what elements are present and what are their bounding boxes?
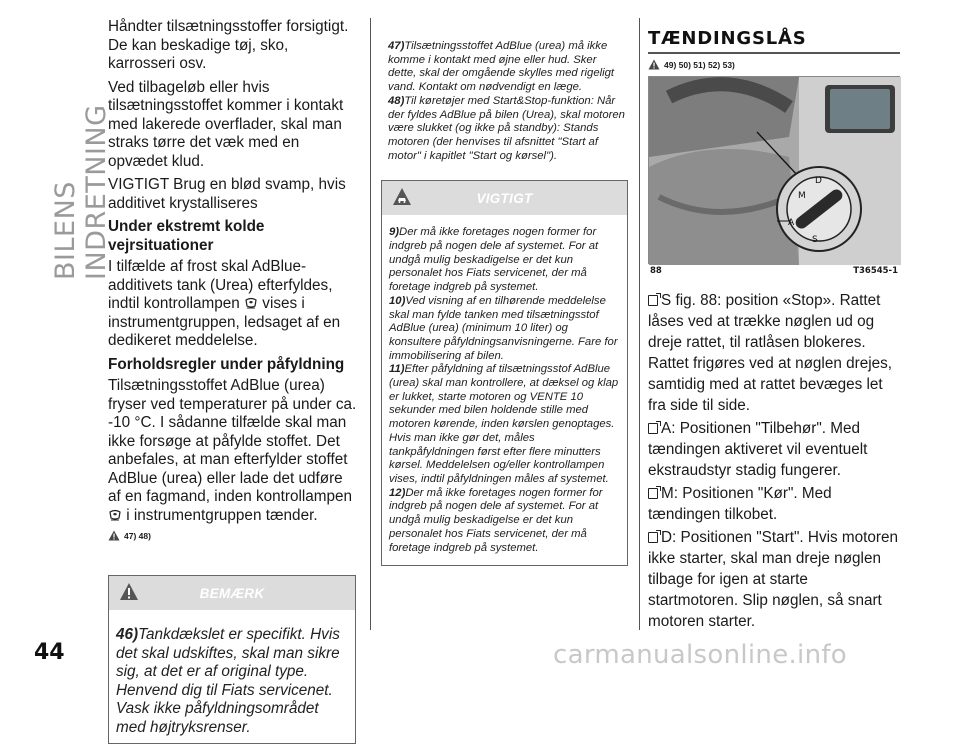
- note-text: Tilsætningsstoffet AdBlue (urea) må ikke komme i kontakt med øjne eller hud. Sker dette, skal der omgående skylles med rigeligt vand. Kontakt om nødvendigt en læge.: [388, 40, 615, 94]
- list-item-text: S fig. 88: position «Stop». Rattet låses ved at trække nøglen ud og dreje rattet, til ratlåsen blokeres. Rattet frigøres ved at nøglen drejes, samtidig med at rattet bevæges let fra side til side.: [648, 292, 893, 414]
- car-warning-icon: [392, 187, 412, 207]
- adblue-warning-lamp-icon: [244, 296, 258, 309]
- warning-triangle-icon: [108, 530, 120, 541]
- important-header: [382, 181, 627, 215]
- key-label-a: A: [788, 218, 795, 228]
- bullet-icon: [648, 295, 658, 306]
- reference-numbers: 47) 48): [124, 530, 151, 541]
- note-text: Til køretøjer med Start&Stop-funktion: Når der fyldes AdBlue på bilen (Urea), skal motoren være slukket (og ikke på standby): Stands motoren (der henvises til afsnittet "Start af motor" i kapitlet "Start og kørsel").: [388, 94, 625, 162]
- note-text: Der må ikke foretages nogen former for indgreb på nogen dele af systemet. For at undgå mulig beskadigelse er det kun personalet hos Fiats servicenet, der må foretage indgreb på systemet.: [389, 226, 599, 294]
- paragraph-text: i instrumentgruppen tænder.: [126, 506, 318, 524]
- paragraph: Ved tilbageløb eller hvis tilsætningsstoffet kommer i kontakt med lakerede overflader, skal man straks tørre det væk med en opvædet klud.: [108, 78, 344, 170]
- subheading: Under ekstremt kolde vejrsituationer: [108, 218, 265, 254]
- warning-triangle-icon: [648, 59, 660, 70]
- key-label-m: M: [798, 191, 806, 201]
- note-text: Tankdækslet er specifikt. Hvis det skal udskiftes, skal man sikre sig, at det er af original type. Henvend dig til Fiats servicenet. Vask ikke påfyldningsområdet med højtryksrenser.: [116, 626, 340, 736]
- important-title: VIGTIGT: [476, 190, 533, 206]
- column-divider-2: [639, 18, 640, 630]
- note-header: [109, 576, 355, 610]
- list-item-text: A: Positionen "Tilbehør". Med tændingen aktiveret vil eventuelt ekstraudstyr stadig fungerer.: [648, 420, 868, 479]
- paragraph: VIGTIGT Brug en blød svamp, hvis additivet krystalliseres: [108, 176, 346, 212]
- paragraph: [108, 377, 358, 525]
- notes-continued: [381, 40, 628, 163]
- note-number: 48): [388, 94, 405, 107]
- paragraph-text: Tilsætningsstoffet AdBlue (urea) fryser ved temperaturer på under ca. -10 °C. I sådanne tilfælde skal man ikke forsøge at påfylde stoffet. Det anbefales, at man efterfylder stoffet AdBlue (urea) eller lade det udføre af en fagmand, inden kontrollampen: [108, 377, 357, 505]
- note-item: [389, 363, 620, 486]
- note-number: 12): [389, 486, 406, 499]
- paragraph-text: vises i instrumentgruppen, ledsaget af en dedikeret meddelelse.: [108, 295, 341, 349]
- important-box: [381, 180, 628, 566]
- list-item-text: M: Positionen "Kør". Med tændingen tilkobet.: [648, 485, 832, 523]
- note-item: [389, 226, 620, 295]
- list-item: [648, 418, 900, 481]
- note-item: [388, 40, 626, 95]
- column-divider-1: [370, 18, 371, 630]
- paragraph-text: I tilfælde af frost skal AdBlue-additivets tank (Urea) efterfyldes, indtil kontrollampen: [108, 258, 333, 312]
- note-number: 47): [388, 40, 405, 52]
- reference-line: [648, 59, 900, 70]
- important-body: [382, 215, 627, 565]
- bullet-icon: [648, 532, 658, 543]
- warning-triangle-icon: [119, 582, 139, 602]
- reference-line: [108, 530, 358, 541]
- bullet-icon: [648, 488, 658, 499]
- note-body: [109, 610, 355, 743]
- column-1: [108, 18, 358, 744]
- chapter-side-label: BILENS INDRETNING: [50, 104, 112, 280]
- note-number: 46): [116, 626, 139, 643]
- list-item: [648, 290, 900, 416]
- figure-caption: [648, 264, 900, 276]
- note-number: 11): [389, 363, 405, 376]
- list-item: [648, 483, 900, 525]
- paragraph: [108, 258, 358, 351]
- note-text: Ved visning af en tilhørende meddelelse skal man fylde tanken med tilsætningsstof AdBlue (urea) (minimum 10 liter) og konsultere påfyldningsanvisningerne. Fare for immobilisering af bilen.: [389, 294, 618, 362]
- section-title: TÆNDINGSLÅS: [648, 28, 900, 54]
- note-text: Efter påfyldning af tilsætningsstof AdBlue (urea) skal man kontrollere, at dæksel og klap er lukket, starte motoren og VENTE 10 sekunder med bilen holdende stille med motoren kørende, inden kørslen genoptages. Hvis man ikke gør det, måles tankpåfyldningen først efter flere minutters kørsel. Meddelelsen og/eller kontrollampen vises, indtil påfyldningen måles af systemet.: [389, 363, 619, 485]
- ignition-positions: [648, 290, 900, 632]
- note-item: [116, 626, 348, 737]
- key-label-d: D: [815, 176, 822, 186]
- page-number: 44: [34, 640, 65, 665]
- note-item: [388, 95, 626, 164]
- bullet-icon: [648, 423, 658, 434]
- note-text: Der må ikke foretages nogen former for indgreb på nogen dele af systemet. For at undgå mulig beskadigelse er det kun personalet hos Fiats servicenet, der må foretage indgreb på systemet.: [389, 486, 603, 554]
- subheading: Forholdsregler under påfyldning: [108, 355, 345, 373]
- column-3: [648, 28, 900, 632]
- reference-numbers: 49) 50) 51) 52) 53): [664, 59, 735, 70]
- watermark: carmanualsonline.info: [553, 640, 848, 670]
- list-item: [648, 527, 900, 632]
- adblue-warning-lamp-icon: [108, 508, 122, 521]
- note-title: BEMÆRK: [199, 585, 265, 601]
- note-item: [389, 295, 620, 364]
- key-label-s: S: [812, 235, 818, 245]
- ignition-illustration: [649, 77, 901, 265]
- figure-code: T36545-1: [853, 266, 898, 276]
- note-number: 10): [389, 294, 406, 307]
- paragraph: Håndter tilsætningsstoffer forsigtigt. De kan beskadige tøj, sko, karrosseri osv.: [108, 18, 349, 72]
- column-2: [381, 40, 628, 566]
- list-item-text: D: Positionen "Start". Hvis motoren ikke starter, skal man dreje nøglen tilbage for igen at starte startmotoren. Slip nøglen, så snart motoren starter.: [648, 529, 899, 630]
- note-item: [389, 487, 620, 556]
- note-number: 9): [389, 226, 400, 239]
- figure-number: 88: [650, 266, 662, 276]
- ignition-photo: [648, 76, 900, 264]
- note-box: [108, 575, 356, 744]
